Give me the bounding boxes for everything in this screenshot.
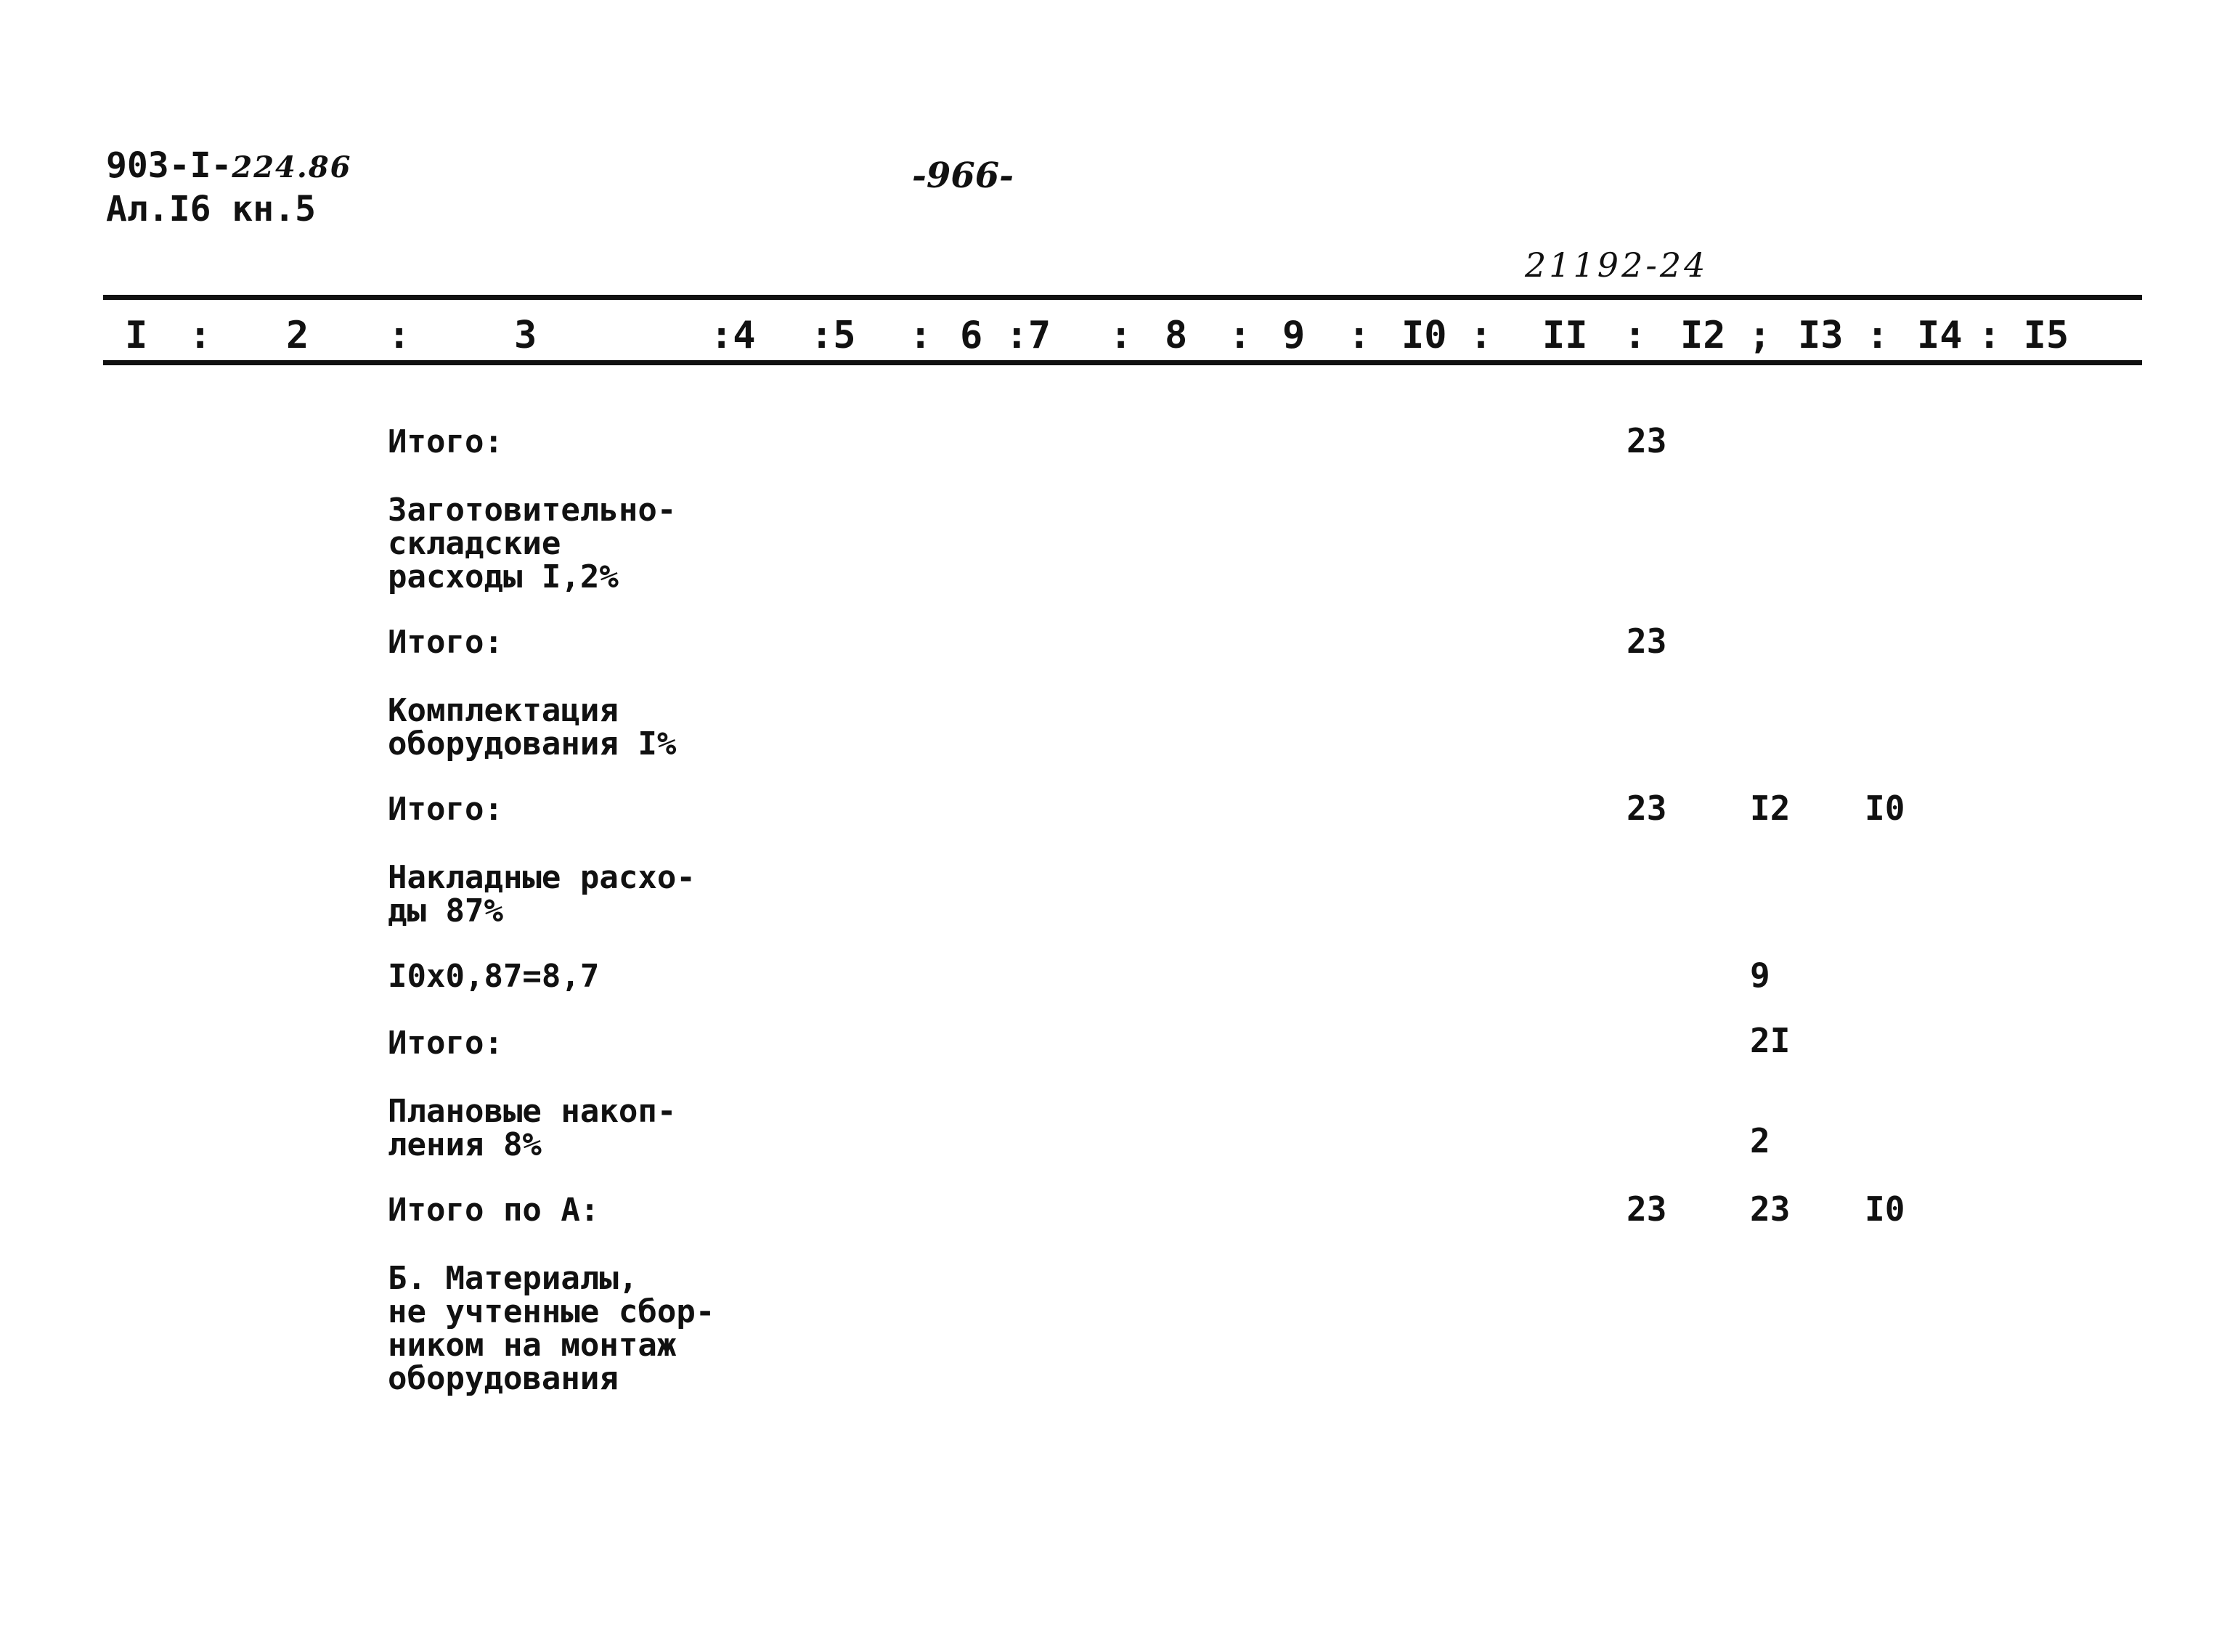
cell-col-12: I2 [1750, 789, 1791, 828]
cell-col-11: 23 [1627, 1189, 1667, 1229]
column-header: I4 [1917, 314, 1963, 357]
column-header: 3 [514, 314, 537, 357]
table-top-rule [103, 295, 2142, 300]
row-label: Итого: [388, 624, 503, 661]
column-separator: : [1110, 314, 1133, 357]
cell-col-13: I0 [1865, 1189, 1905, 1229]
column-header: 9 [1282, 314, 1306, 357]
row-label: Комплектация оборудования I% [388, 692, 677, 762]
row-label: Итого: [388, 791, 503, 828]
column-separator: : [909, 314, 932, 357]
album-reference: Ал.I6 кн.5 [106, 189, 316, 229]
cell-col-11: 23 [1627, 622, 1667, 661]
cell-col-12: 2 [1750, 1121, 1770, 1160]
document-code [106, 147, 351, 187]
column-header: I3 : [1798, 314, 1889, 357]
column-separator: : [189, 314, 212, 357]
column-header: II [1542, 314, 1588, 357]
row-label: Б. Материалы, не учтенные сбор- ником на монтаж оборудования [388, 1260, 715, 1397]
document-code-printed: 903-I- [106, 145, 232, 186]
column-header: :5 [810, 314, 856, 357]
cell-col-11: 23 [1627, 789, 1667, 828]
row-label: Итого: [388, 1025, 503, 1062]
table-header-bottom-rule [103, 360, 2142, 365]
row-label: Плановые накоп- ления 8% [388, 1093, 677, 1163]
column-separator: : [1229, 314, 1252, 357]
column-header: : I5 [1978, 314, 2069, 357]
cell-col-12: 2I [1750, 1021, 1791, 1060]
column-separator: : [1624, 314, 1647, 357]
column-header: I0 : [1401, 314, 1493, 357]
sheet-code: 21192-24 [1525, 245, 1709, 285]
column-header: I [125, 314, 148, 357]
row-label: Заготовительно- складские расходы I,2% [388, 492, 677, 595]
cell-col-12: 9 [1750, 956, 1770, 995]
cell-col-12: 23 [1750, 1189, 1791, 1229]
cell-col-13: I0 [1865, 789, 1905, 828]
column-separator: : [1348, 314, 1371, 357]
column-header: 2 [286, 314, 309, 357]
row-label: I0x0,87=8,7 [388, 958, 600, 995]
row-label: Накладные расхо- ды 87% [388, 859, 696, 929]
column-header: I2 ; [1680, 314, 1772, 357]
page-number: -966- [912, 155, 1014, 196]
row-label: Итого по А: [388, 1192, 600, 1229]
document-code-handwritten: 224.86 [232, 150, 352, 184]
column-separator: : [388, 314, 411, 357]
column-header: 8 [1165, 314, 1188, 357]
column-header: 6 :7 [960, 314, 1051, 357]
row-label: Итого: [388, 423, 503, 460]
column-header: :4 [710, 314, 756, 357]
cell-col-11: 23 [1627, 421, 1667, 460]
